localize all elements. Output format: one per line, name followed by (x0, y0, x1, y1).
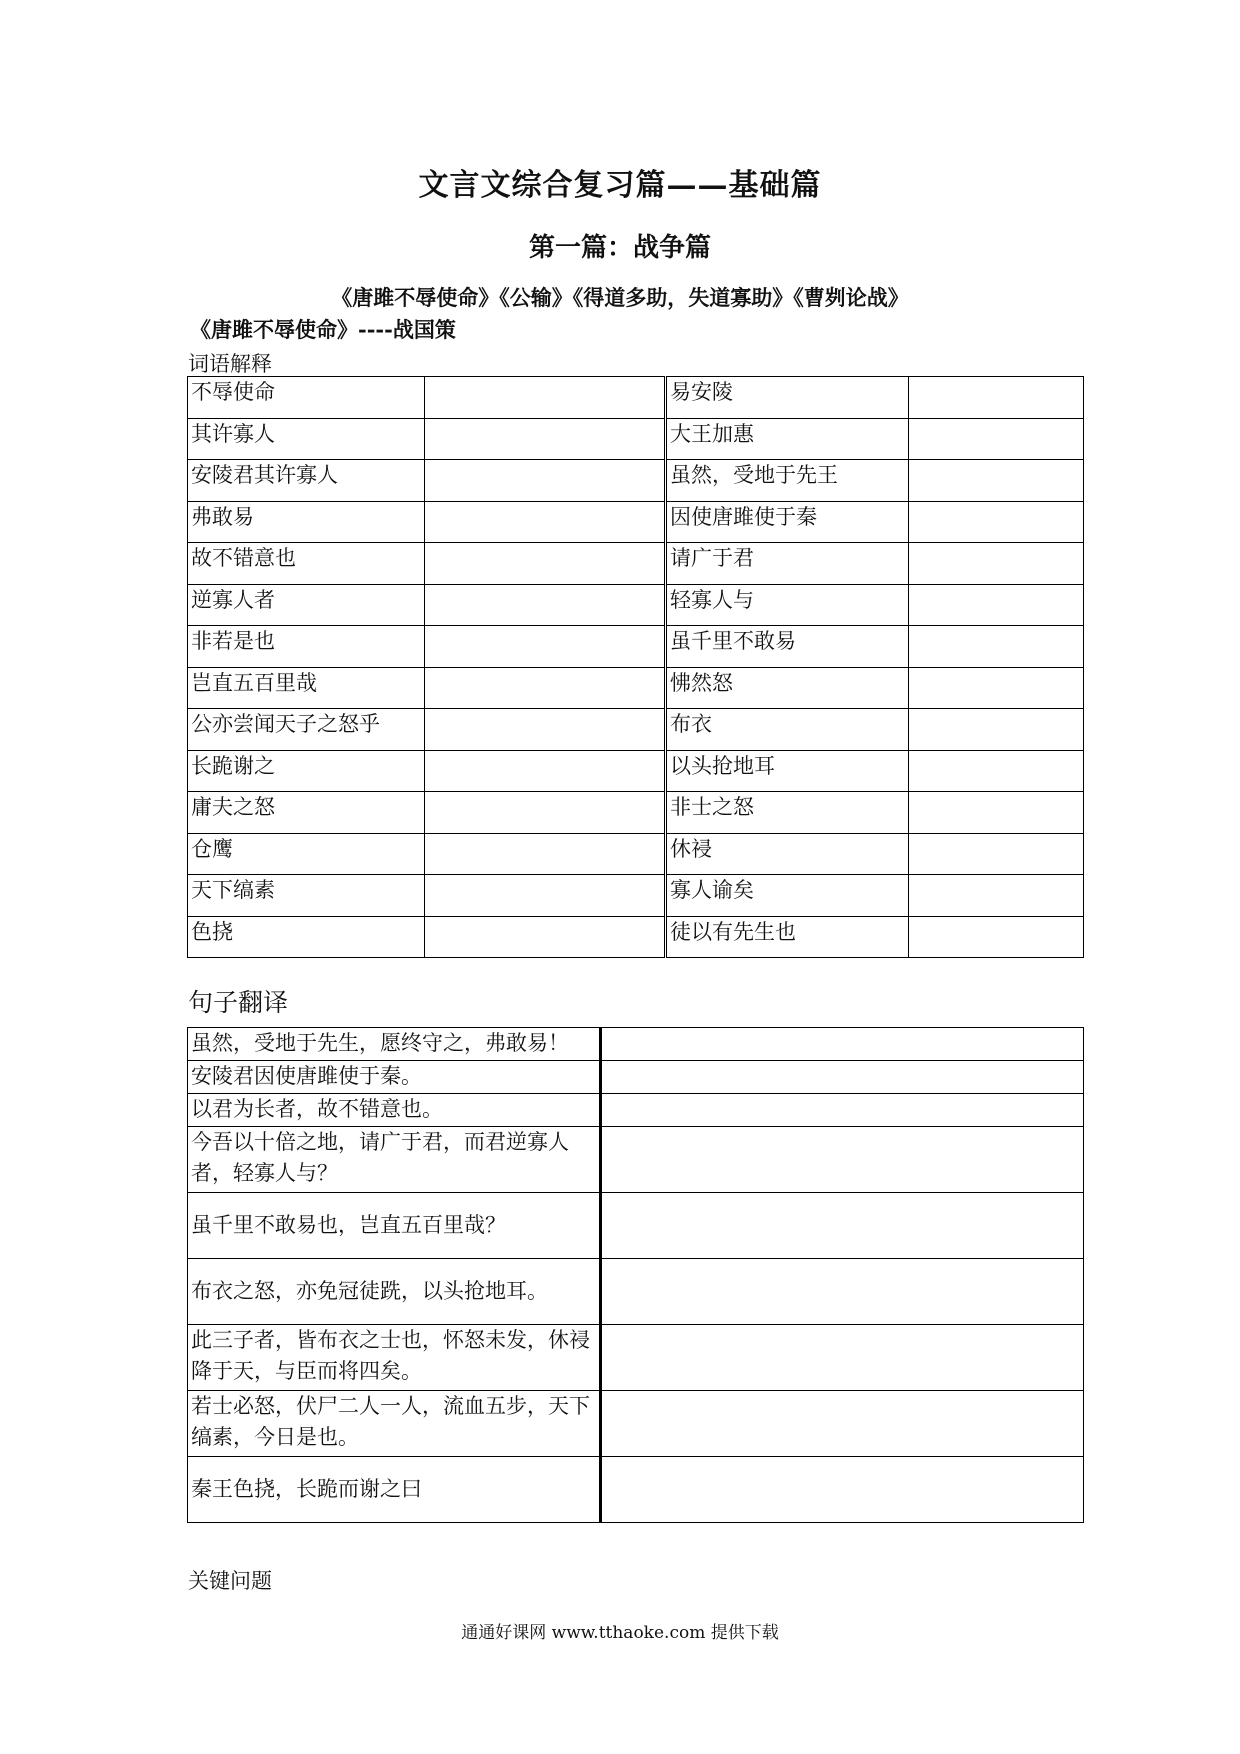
vocab-table (187, 376, 1084, 958)
page-title: 文言文综合复习篇——基础篇 (418, 168, 822, 203)
vocab-term-left: 故不错意也 (188, 543, 425, 585)
vocab-answer-left[interactable] (425, 709, 665, 751)
translation-row (188, 1457, 1084, 1523)
vocab-answer-left[interactable] (425, 543, 665, 585)
translation-source-sentence: 今吾以十倍之地，请广于君，而君逆寡人者，轻寡人与？ (188, 1127, 601, 1193)
vocab-row (188, 543, 1084, 585)
vocab-term-left: 岂直五百里哉 (188, 667, 425, 709)
vocab-term-right: 徒以有先生也 (667, 916, 909, 958)
translation-row (188, 1391, 1084, 1457)
vocab-answer-left[interactable] (425, 584, 665, 626)
vocab-row (188, 875, 1084, 917)
vocab-term-right: 布衣 (667, 709, 909, 751)
vocab-term-right: 以头抢地耳 (667, 750, 909, 792)
translation-source-sentence: 以君为长者，故不错意也。 (188, 1094, 601, 1127)
vocab-term-right: 轻寡人与 (667, 584, 909, 626)
vocab-answer-left[interactable] (425, 916, 665, 958)
vocab-answer-right[interactable] (909, 584, 1084, 626)
vocab-answer-left[interactable] (425, 418, 665, 460)
vocab-answer-left[interactable] (425, 833, 665, 875)
vocab-row (188, 626, 1084, 668)
vocab-row (188, 377, 1084, 419)
vocab-term-right: 虽然，受地于先王 (667, 460, 909, 502)
vocab-row (188, 833, 1084, 875)
translation-answer-cell[interactable] (601, 1094, 1084, 1127)
vocab-answer-right[interactable] (909, 916, 1084, 958)
translation-source-sentence: 秦王色挠，长跪而谢之曰 (188, 1457, 601, 1523)
translation-source-sentence: 虽千里不敢易也，岂直五百里哉？ (188, 1193, 601, 1259)
translation-row (188, 1028, 1084, 1061)
vocab-term-right: 虽千里不敢易 (667, 626, 909, 668)
translation-answer-cell[interactable] (601, 1127, 1084, 1193)
vocab-term-left: 天下缟素 (188, 875, 425, 917)
translation-row (188, 1325, 1084, 1391)
vocab-answer-left[interactable] (425, 460, 665, 502)
translation-source-sentence: 安陵君因使唐雎使于秦。 (188, 1061, 601, 1094)
vocab-term-left: 庸夫之怒 (188, 792, 425, 834)
vocab-row (188, 418, 1084, 460)
vocab-answer-right[interactable] (909, 833, 1084, 875)
translation-table (187, 1027, 1084, 1523)
vocab-row (188, 792, 1084, 834)
works-list: 《唐雎不辱使命》《公输》《得道多助，失道寡助》《曹刿论战》 (331, 285, 909, 310)
translation-row (188, 1259, 1084, 1325)
translation-answer-cell[interactable] (601, 1259, 1084, 1325)
vocab-answer-right[interactable] (909, 418, 1084, 460)
translation-answer-cell[interactable] (601, 1325, 1084, 1391)
vocab-term-left: 仓鹰 (188, 833, 425, 875)
vocab-term-left: 非若是也 (188, 626, 425, 668)
vocab-term-left: 色挠 (188, 916, 425, 958)
vocab-row (188, 667, 1084, 709)
translation-source-sentence: 若士必怒，伏尸二人一人，流血五步，天下缟素，今日是也。 (188, 1391, 601, 1457)
vocab-term-right: 怫然怒 (667, 667, 909, 709)
vocab-term-right: 休祲 (667, 833, 909, 875)
translation-source-sentence: 布衣之怒，亦免冠徒跣，以头抢地耳。 (188, 1259, 601, 1325)
vocab-answer-right[interactable] (909, 626, 1084, 668)
vocab-row (188, 916, 1084, 958)
vocab-answer-right[interactable] (909, 750, 1084, 792)
vocab-term-left: 弗敢易 (188, 501, 425, 543)
vocab-answer-left[interactable] (425, 667, 665, 709)
vocab-term-left: 公亦尝闻天子之怒乎 (188, 709, 425, 751)
vocab-answer-right[interactable] (909, 460, 1084, 502)
vocab-row (188, 501, 1084, 543)
vocab-term-right: 大王加惠 (667, 418, 909, 460)
vocab-answer-left[interactable] (425, 792, 665, 834)
vocab-row (188, 750, 1084, 792)
vocab-term-right: 寡人谕矣 (667, 875, 909, 917)
vocab-answer-left[interactable] (425, 501, 665, 543)
current-work-heading: 《唐雎不辱使命》----战国策 (190, 317, 456, 342)
translation-source-sentence: 此三子者，皆布衣之士也，怀怒未发，休祲降于天，与臣而将四矣。 (188, 1325, 601, 1391)
vocab-answer-right[interactable] (909, 543, 1084, 585)
vocab-term-left: 逆寡人者 (188, 584, 425, 626)
vocab-row (188, 584, 1084, 626)
vocab-term-left: 安陵君其许寡人 (188, 460, 425, 502)
vocab-answer-right[interactable] (909, 709, 1084, 751)
translation-row (188, 1193, 1084, 1259)
translation-answer-cell[interactable] (601, 1457, 1084, 1523)
vocab-row (188, 709, 1084, 751)
translation-answer-cell[interactable] (601, 1391, 1084, 1457)
vocab-term-left: 其许寡人 (188, 418, 425, 460)
vocab-answer-left[interactable] (425, 377, 665, 419)
footer-note: 通通好课网 www.tthaoke.com 提供下载 (461, 1623, 779, 1643)
vocab-term-right: 易安陵 (667, 377, 909, 419)
vocab-term-right: 请广于君 (667, 543, 909, 585)
translation-answer-cell[interactable] (601, 1061, 1084, 1094)
vocab-term-right: 非士之怒 (667, 792, 909, 834)
translation-answer-cell[interactable] (601, 1193, 1084, 1259)
vocab-answer-right[interactable] (909, 875, 1084, 917)
vocab-answer-right[interactable] (909, 377, 1084, 419)
translation-answer-cell[interactable] (601, 1028, 1084, 1061)
translation-source-sentence: 虽然，受地于先生，愿终守之，弗敢易！ (188, 1028, 601, 1061)
vocab-section-label: 词语解释 (188, 352, 272, 376)
vocab-answer-right[interactable] (909, 501, 1084, 543)
translation-section-label: 句子翻译 (188, 988, 289, 1017)
vocab-term-right: 因使唐雎使于秦 (667, 501, 909, 543)
vocab-answer-left[interactable] (425, 626, 665, 668)
vocab-answer-right[interactable] (909, 667, 1084, 709)
translation-row (188, 1127, 1084, 1193)
vocab-answer-right[interactable] (909, 792, 1084, 834)
vocab-answer-left[interactable] (425, 875, 665, 917)
key-questions-label: 关键问题 (188, 1569, 272, 1593)
vocab-row (188, 460, 1084, 502)
vocab-term-left: 不辱使命 (188, 377, 425, 419)
translation-row (188, 1094, 1084, 1127)
chapter-subtitle: 第一篇：战争篇 (528, 233, 711, 263)
translation-row (188, 1061, 1084, 1094)
vocab-answer-left[interactable] (425, 750, 665, 792)
vocab-term-left: 长跪谢之 (188, 750, 425, 792)
